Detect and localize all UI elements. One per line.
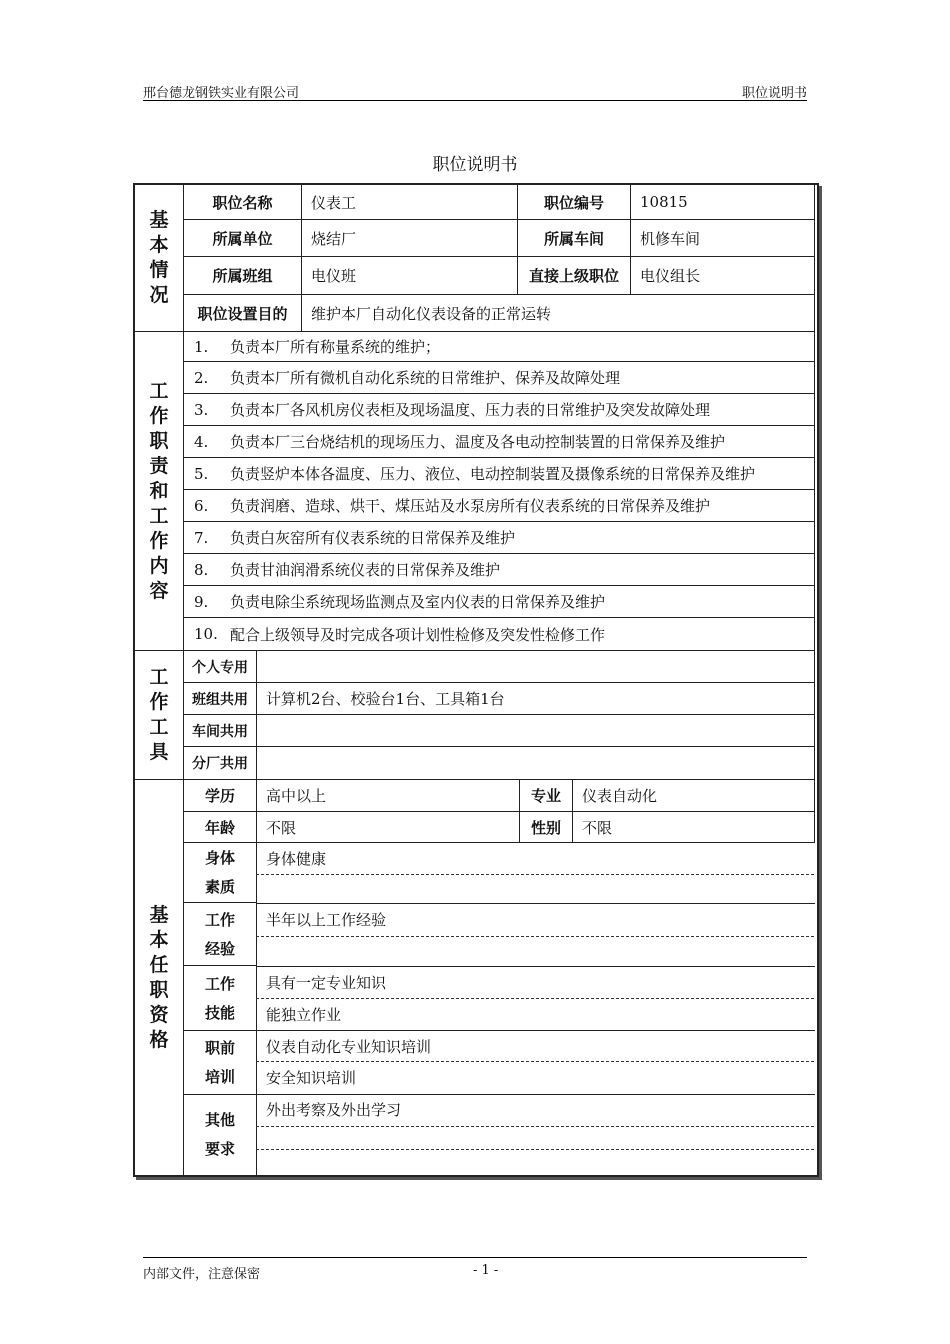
duty-item: 6. 负责润磨、造球、烘干、煤压站及水泵房所有仪表系统的日常保养及维护 xyxy=(184,490,815,522)
tools-team-value: 计算机2台、校验台1台、工具箱1台 xyxy=(257,683,815,715)
tools-team-label: 班组共用 xyxy=(184,683,257,715)
duty-item: 7. 负责白灰窑所有仪表系统的日常保养及维护 xyxy=(184,522,815,554)
education-value: 高中以上 xyxy=(257,780,520,812)
page-header xyxy=(143,82,807,101)
experience-label: 工作 经验 xyxy=(184,904,257,966)
confidential-note: 内部文件，注意保密 xyxy=(143,1267,261,1282)
health-value: 身体健康 xyxy=(266,849,327,868)
duty-item: 3. 负责本厂各风机房仪表柜及现场温度、压力表的日常维护及突发故障处理 xyxy=(184,394,815,426)
dashed-separator xyxy=(256,1126,814,1127)
training-value-2: 安全知识培训 xyxy=(266,1069,357,1087)
dashed-separator xyxy=(256,936,814,937)
duty-item: 8. 负责甘油润滑系统仪表的日常保养及维护 xyxy=(184,554,815,586)
tools-plant-label: 分厂共用 xyxy=(184,747,257,780)
superior-value: 电仪组长 xyxy=(631,257,815,295)
duty-item: 1. 负责本厂所有称量系统的维护； xyxy=(184,332,815,362)
health-label: 身体 素质 xyxy=(184,843,257,903)
other-label: 其他 要求 xyxy=(184,1095,257,1175)
gender-value: 不限 xyxy=(573,812,815,843)
unit-label: 所属单位 xyxy=(184,220,302,257)
tools-plant-value xyxy=(257,747,815,780)
company-name: 邢台德龙钢铁实业有限公司 xyxy=(143,86,300,101)
skills-value-1: 具有一定专业知识 xyxy=(266,974,387,992)
dashed-separator xyxy=(256,874,814,875)
section-tools: 工 作 工 具 xyxy=(135,651,184,780)
document-type: 职位说明书 xyxy=(741,86,807,101)
table-bottom-border xyxy=(256,1175,818,1177)
purpose-label: 职位设置目的 xyxy=(184,295,302,332)
education-label: 学历 xyxy=(184,780,257,812)
page-number: - 1 - xyxy=(473,1263,499,1278)
position-name-value: 仪表工 xyxy=(302,185,518,220)
tools-workshop-value xyxy=(257,715,815,747)
page-footer xyxy=(143,1257,807,1282)
major-label: 专业 xyxy=(520,780,573,812)
training-label: 职前 培训 xyxy=(184,1031,257,1095)
workshop-value: 机修车间 xyxy=(631,220,815,257)
team-value: 电仪班 xyxy=(302,257,518,295)
duty-item: 9. 负责电除尘系统现场监测点及室内仪表的日常保养及维护 xyxy=(184,586,815,618)
duty-item: 5. 负责竖炉本体各温度、压力、液位、电动控制装置及摄像系统的日常保养及维护 xyxy=(184,458,815,490)
duty-item: 10. 配合上级领导及时完成各项计划性检修及突发性检修工作 xyxy=(184,618,815,651)
skills-label: 工作 技能 xyxy=(184,967,257,1031)
gender-label: 性别 xyxy=(520,812,573,843)
skills-value-2: 能独立作业 xyxy=(266,1006,342,1024)
experience-value: 半年以上工作经验 xyxy=(266,911,387,929)
purpose-value: 维护本厂自动化仪表设备的正常运转 xyxy=(302,295,815,332)
team-label: 所属班组 xyxy=(184,257,302,295)
age-value: 不限 xyxy=(257,812,520,843)
position-code-value: 10815 xyxy=(631,185,815,220)
tools-workshop-label: 车间共用 xyxy=(184,715,257,747)
tools-personal-label: 个人专用 xyxy=(184,651,257,683)
other-value: 外出考察及外出学习 xyxy=(266,1100,402,1119)
superior-label: 直接上级职位 xyxy=(518,257,631,295)
tools-personal-value xyxy=(257,651,815,683)
dashed-separator xyxy=(256,1149,814,1150)
document-title: 职位说明书 xyxy=(432,155,518,175)
unit-value: 烧结厂 xyxy=(302,220,518,257)
position-name-label: 职位名称 xyxy=(184,185,302,220)
section-basic-info: 基 本 情 况 xyxy=(135,185,184,332)
section-duties: 工 作 职 责 和 工 作 内 容 xyxy=(135,332,184,651)
workshop-label: 所属车间 xyxy=(518,220,631,257)
duty-item: 4. 负责本厂三台烧结机的现场压力、温度及各电动控制装置的日常保养及维护 xyxy=(184,426,815,458)
section-qualifications: 基 本 任 职 资 格 xyxy=(135,780,184,1175)
duty-item: 2. 负责本厂所有微机自动化系统的日常维护、保养及故障处理 xyxy=(184,362,815,394)
major-value: 仪表自动化 xyxy=(573,780,815,812)
position-code-label: 职位编号 xyxy=(518,185,631,220)
age-label: 年龄 xyxy=(184,812,257,843)
training-value-1: 仪表自动化专业知识培训 xyxy=(266,1037,432,1056)
